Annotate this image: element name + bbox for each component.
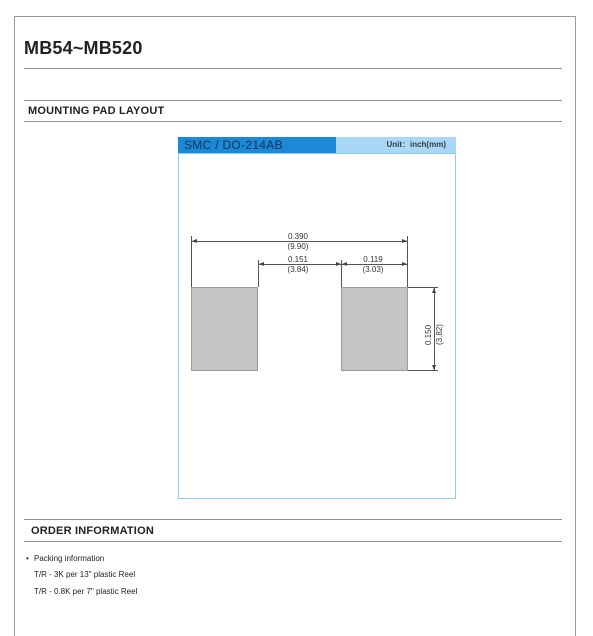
arrow-down-icon: [432, 365, 436, 370]
pad-height-inch: 0.150: [424, 324, 433, 345]
mounting-section-title: MOUNTING PAD LAYOUT: [28, 105, 165, 117]
overall-width-mm: (9.90): [287, 242, 309, 251]
right-pad: [341, 287, 408, 371]
overall-width-inch: 0.390: [287, 232, 309, 241]
packing-label: Packing information: [34, 554, 105, 563]
arrow-right-icon: [402, 239, 407, 243]
extension-line-left: [191, 236, 192, 287]
left-pad: [191, 287, 258, 371]
page-title: MB54~MB520: [24, 38, 143, 58]
order-divider-bottom: [24, 541, 562, 542]
gap-mm: (3.84): [287, 265, 309, 274]
order-section-title: ORDER INFORMATION: [31, 525, 154, 537]
extension-line-bottom: [408, 370, 438, 371]
packing-item-2: T/R - 0.8K per 7" plastic Reel: [34, 587, 138, 596]
title-divider: [24, 68, 562, 69]
mounting-divider-bottom: [24, 121, 562, 122]
packing-item-1: T/R - 3K per 13" plastic Reel: [34, 570, 136, 579]
pad-width-inch: 0.119: [363, 255, 383, 264]
pad-height-mm: (3.82): [435, 324, 444, 345]
gap-inch: 0.151: [287, 255, 309, 264]
mounting-divider-top: [24, 100, 562, 101]
arrow-left-icon: [192, 239, 197, 243]
package-header: [178, 137, 456, 153]
extension-line-right: [407, 236, 408, 287]
arrow-up-icon: [432, 288, 436, 293]
order-divider-top: [24, 519, 562, 520]
arrow-right-icon: [336, 262, 341, 266]
bullet: •: [26, 554, 29, 563]
unit-label: Unit：inch(mm): [336, 137, 456, 153]
arrow-left-icon: [259, 262, 264, 266]
pad-width-mm: (3.03): [362, 265, 384, 274]
package-name: SMC / DO-214AB: [178, 137, 336, 153]
